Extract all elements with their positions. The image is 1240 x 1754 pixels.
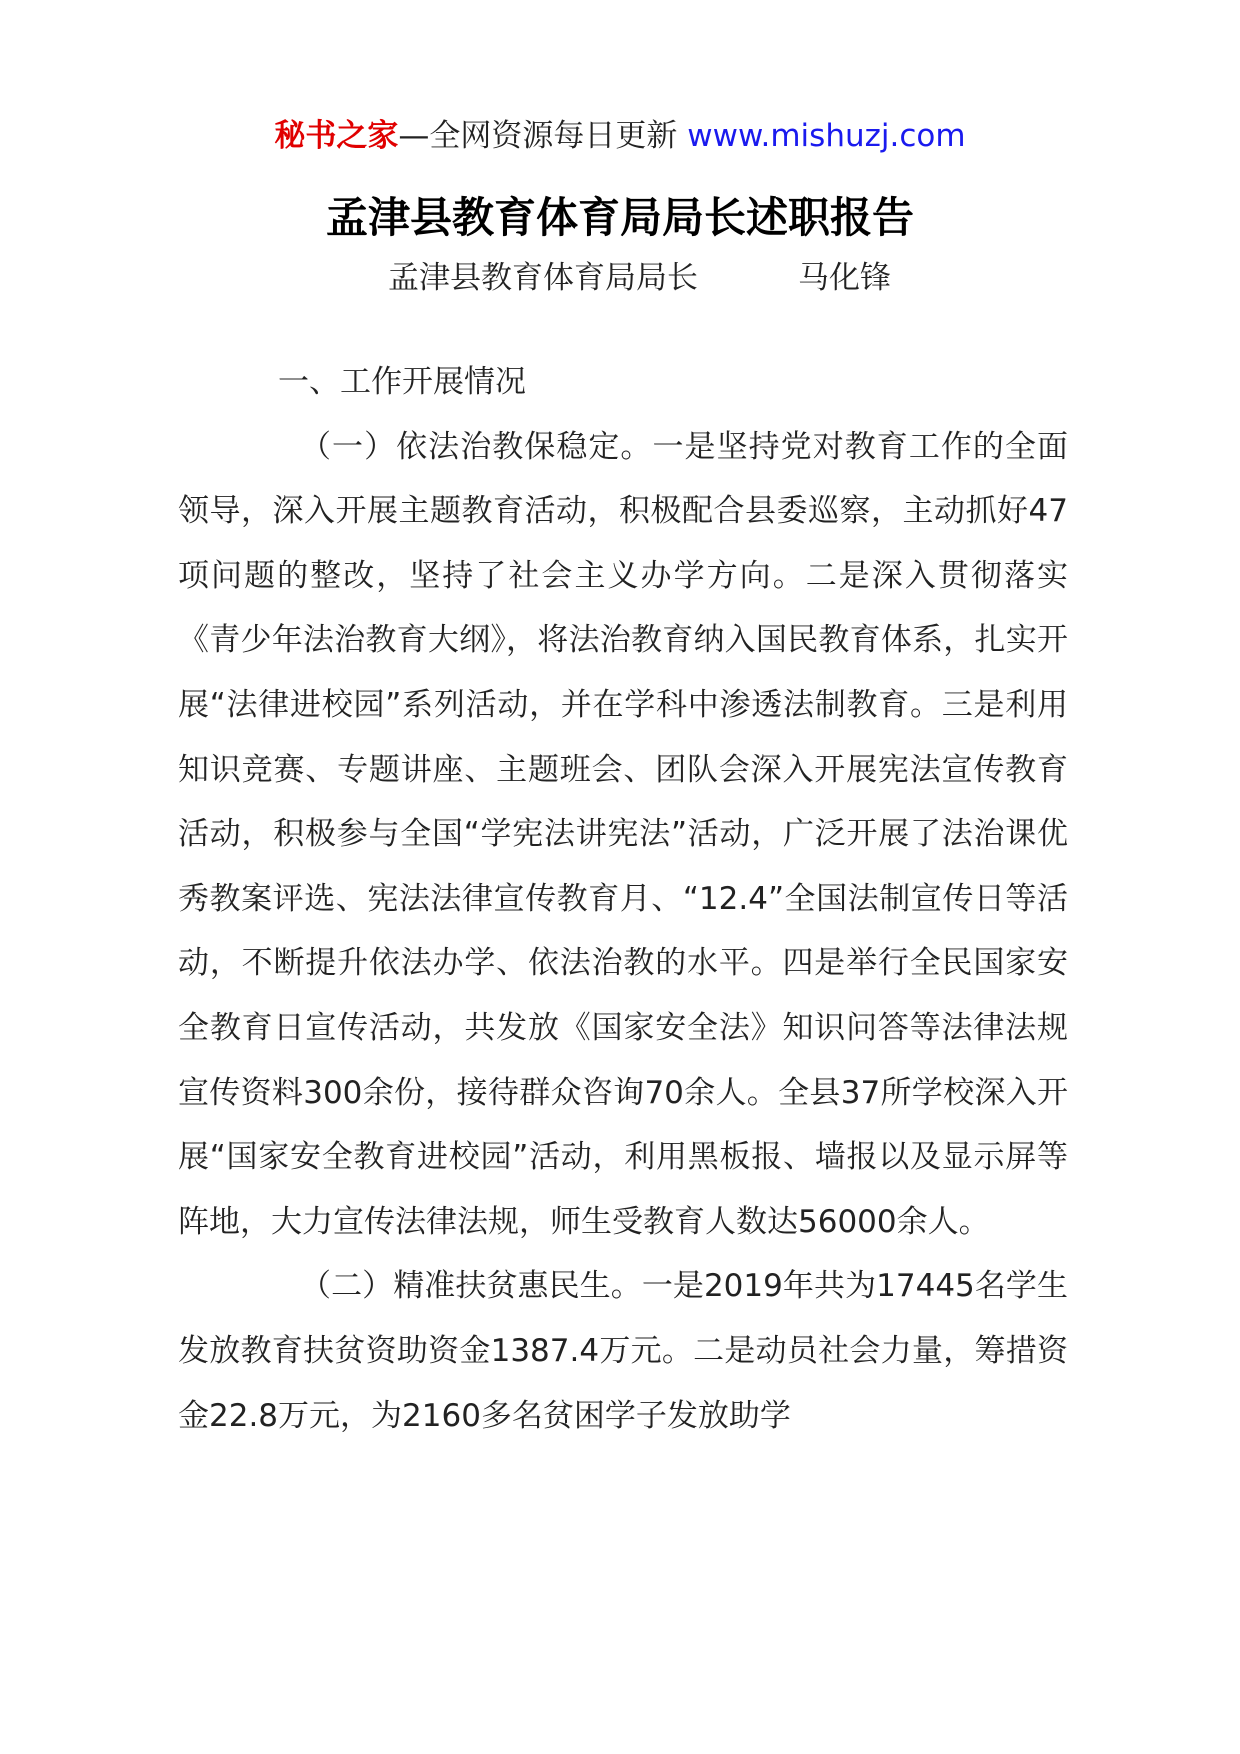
author-line [388,256,891,300]
site-header [0,116,1240,156]
section-heading: 一、工作开展情况 [278,364,526,400]
document-title: 孟津县教育体育局局长述职报告 [325,193,914,242]
website-link[interactable]: www.mishuzj.com [687,118,966,154]
paragraph-2: （二）精准扶贫惠民生。一是2019年共为17445名学生发放教育扶贫资助资金1387.4万元。二是动员社会力量，筹措资金22.8万元，为2160多名贫困学子发放助学 [178,1268,1068,1434]
header-tagline: —全网资源每日更新 [398,118,678,154]
document-body [178,350,1068,1448]
brand-name: 秘书之家 [274,118,399,154]
author-name: 马化锋 [798,260,891,296]
paragraph-1: （一）依法治教保稳定。一是坚持党对教育工作的全面领导，深入开展主题教育活动，积极配合县委巡察，主动抓好47项问题的整改，坚持了社会主义办学方向。二是深入贯彻落实《青少年法治教育大纲》，将法治教育纳入国民教育体系，扎实开展“法律进校园”系列活动，并在学科中渗透法制教育。三是利用知识竞赛、专题讲座、主题班会、团队会深入开展宪法宣传教育活动，积极参与全国“学宪法讲宪法”活动，广泛开展了法治课优秀教案评选、宪法法律宣传教育月、“12.4”全国法制宣传日等活动，不断提升依法办学、依法治教的水平。四是举行全民国家安全教育日宣传活动，共发放《国家安全法》知识问答等法律法规宣传资料300余份，接待群众咨询70余人。全县37所学校深入开展“国家安全教育进校园”活动，利用黑板报、墙报以及显示屏等阵地，大力宣传法律法规，师生受教育人数达56000余人。 [178,428,1068,1240]
author-position: 孟津县教育体育局局长 [388,260,698,296]
